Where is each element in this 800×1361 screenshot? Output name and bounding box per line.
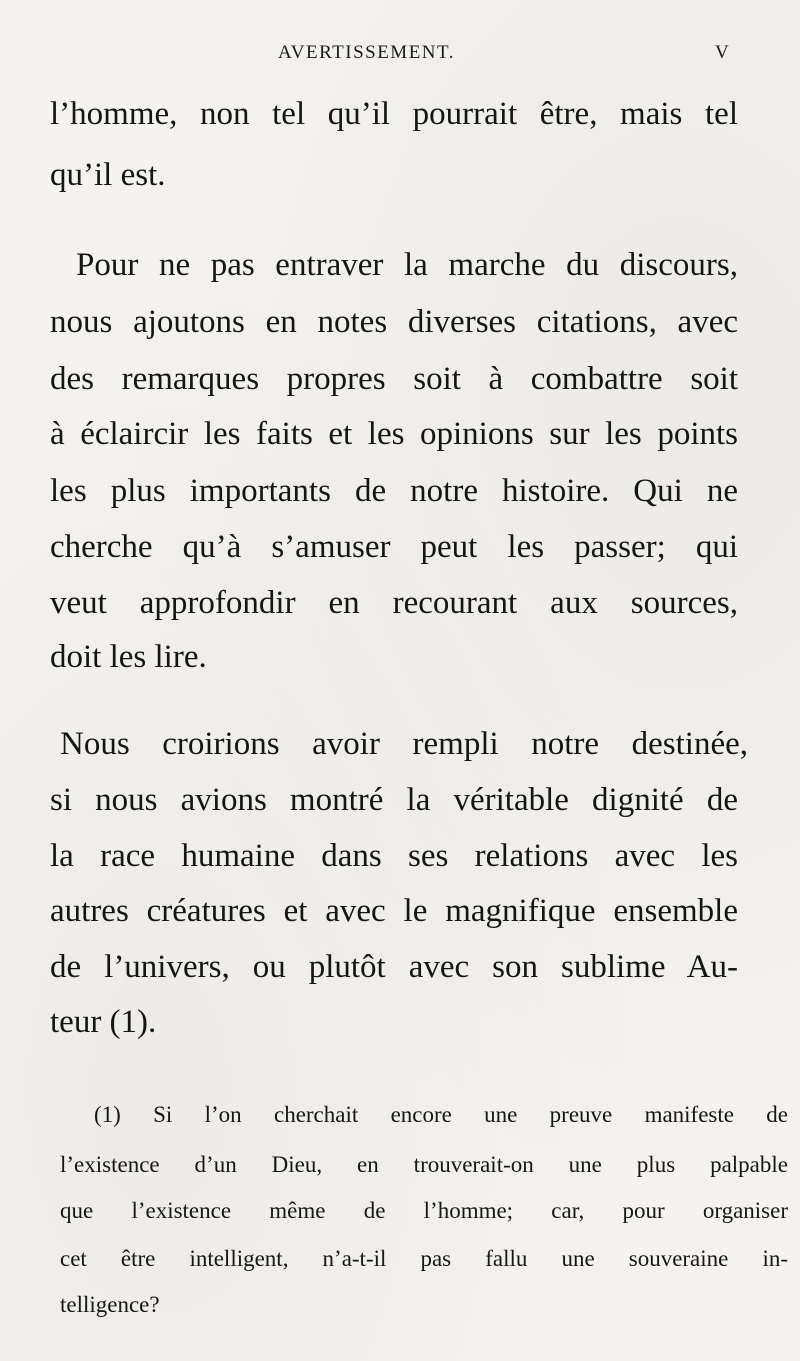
text-line: de l’univers, ou plutôt avec son sublime Au-: [50, 949, 738, 985]
footnote-line: l’existence d’un Dieu, en trouverait-on une plus palpable: [60, 1152, 788, 1177]
text-line: doit les lire.: [50, 639, 207, 675]
text-line: nous ajoutons en notes diverses citations, avec: [50, 304, 738, 340]
text-line: à éclaircir les faits et les opinions sur les points: [50, 416, 738, 452]
text-line: Nous croirions avoir rempli notre destinée,: [60, 726, 748, 762]
text-line: l’homme, non tel qu’il pourrait être, mais tel: [50, 96, 738, 132]
text-line: la race humaine dans ses relations avec les: [50, 838, 738, 874]
running-head: AVERTISSEMENT.: [278, 42, 455, 63]
footnote-line: (1) Si l’on cherchait encore une preuve manifeste de: [94, 1102, 788, 1127]
text-line: les plus importants de notre histoire. Qui ne: [50, 473, 738, 509]
text-line: si nous avions montré la véritable dignité de: [50, 782, 738, 818]
text-line: des remarques propres soit à combattre soit: [50, 361, 738, 397]
text-line: qu’il est.: [50, 157, 166, 193]
text-line: Pour ne pas entraver la marche du discours,: [76, 247, 738, 283]
page-number: V: [715, 42, 729, 63]
footnote-line: telligence?: [60, 1292, 160, 1317]
page-header: [0, 42, 800, 72]
text-line: veut approfondir en recourant aux sources,: [50, 585, 738, 621]
text-line: teur (1).: [50, 1004, 157, 1040]
text-line: autres créatures et avec le magnifique ensemble: [50, 893, 738, 929]
footnote-line: que l’existence même de l’homme; car, pour organiser: [60, 1198, 788, 1223]
text-line: cherche qu’à s’amuser peut les passer; qui: [50, 529, 738, 565]
footnote-line: cet être intelligent, n’a-t-il pas fallu une souveraine in-: [60, 1246, 788, 1271]
